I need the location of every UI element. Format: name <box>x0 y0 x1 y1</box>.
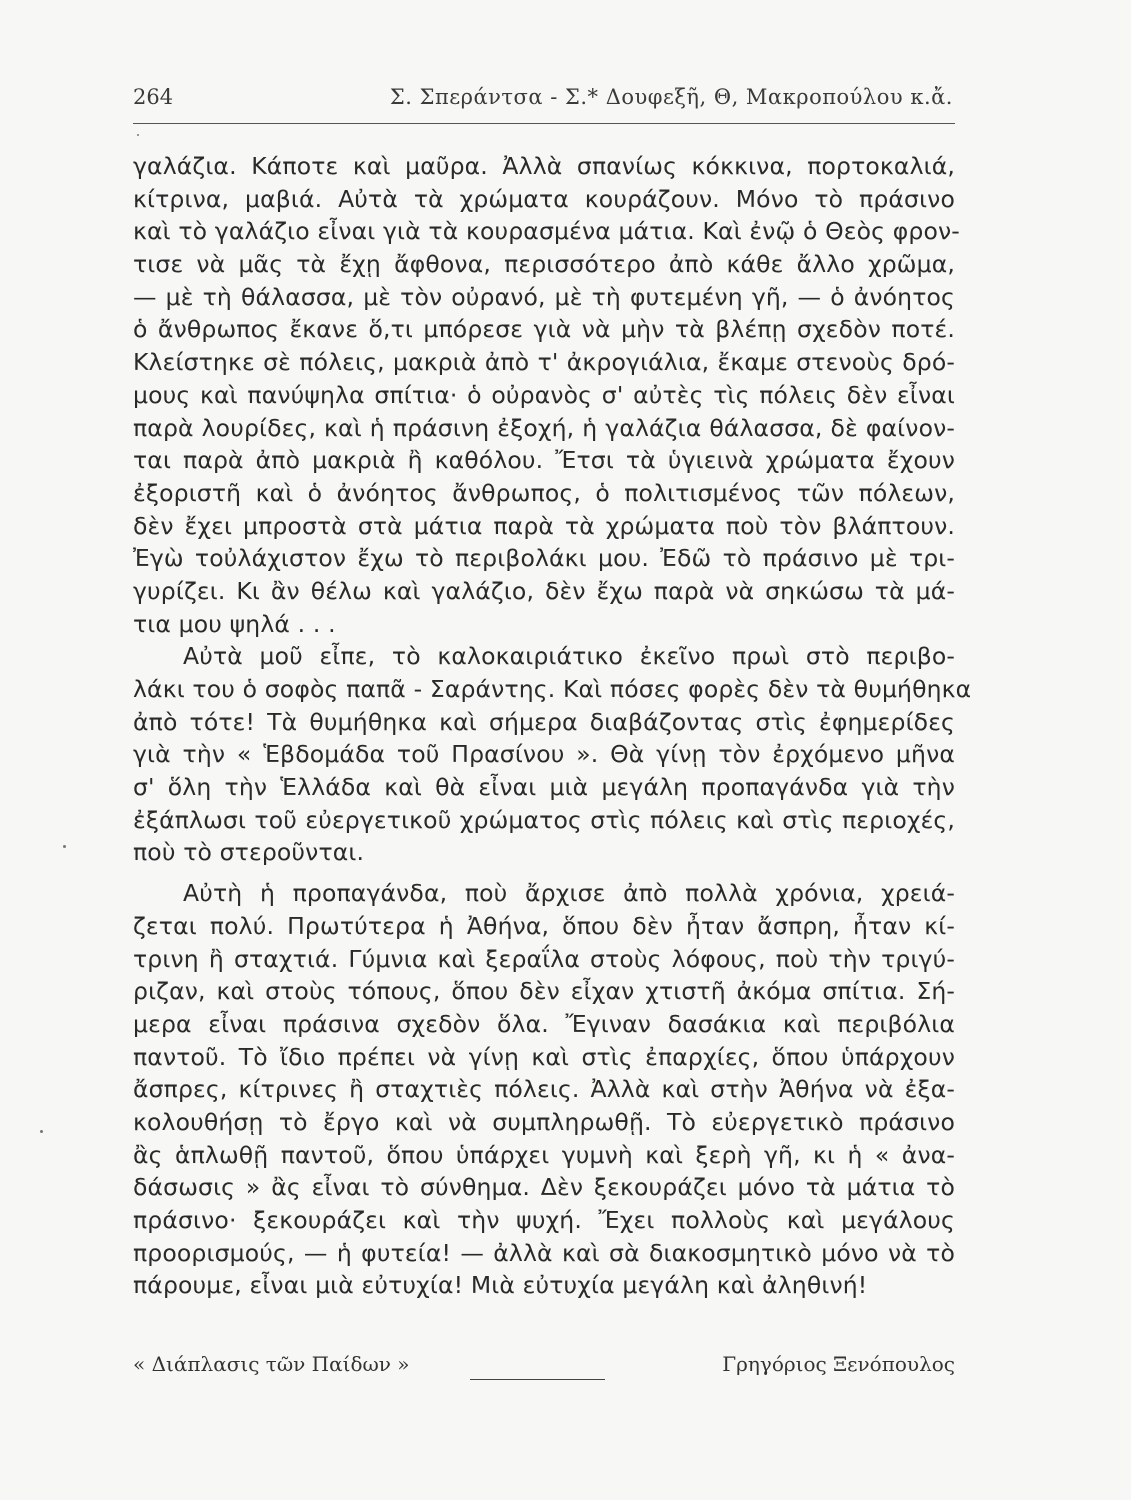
page-number: 264 <box>133 85 174 109</box>
text-line: κίτρινα, μαβιά. Αὐτὰ τὰ χρώματα κουράζουν. Μόνο τὸ πράσινο <box>133 184 955 213</box>
page-footer <box>133 1352 955 1382</box>
text-line: πάρουμε, εἶναι μιὰ εὐτυχία! Μιὰ εὐτυχία μεγάλη καὶ ἀληθινή! <box>133 1271 868 1300</box>
text-line: Κλείστηκε σὲ πόλεις, μακριὰ ἀπὸ τ' ἀκρογιάλια, ἔκαμε στενοὺς δρό- <box>133 348 955 377</box>
text-line: ἐξάπλωσι τοῦ εὐεργετικοῦ χρώματος στὶς πόλεις καὶ στὶς περιοχές, <box>133 805 955 834</box>
text-line: κολουθήσῃ τὸ ἔργο καὶ νὰ συμπληρωθῇ. Τὸ εὐεργετικὸ πράσινο <box>133 1107 955 1136</box>
text-line: ἐξοριστῆ καὶ ὁ ἀνόητος ἄνθρωπος, ὁ πολιτισμένος τῶν πόλεων, <box>133 478 955 507</box>
text-line: ζεται πολύ. Πρωτύτερα ἡ Ἀθήνα, ὅπου δὲν ἦταν ἄσπρη, ἦταν κί- <box>133 911 955 940</box>
text-line: παντοῦ. Τὸ ἴδιο πρέπει νὰ γίνῃ καὶ στὶς ἐπαρχίες, ὅπου ὑπάρχουν <box>133 1042 955 1071</box>
running-title: Σ. Σπεράντσα - Σ.* Δουφεξῆ, Θ, Μακροπούλου κ.ἄ. <box>389 85 953 109</box>
text-line: λάκι του ὁ σοφὸς παπᾶ - Σαράντης. Καὶ πόσες φορὲς δὲν τὰ θυμήθηκα <box>133 675 972 703</box>
text-line: — μὲ τὴ θάλασσα, μὲ τὸν οὐρανό, μὲ τὴ φυτεμένη γῆ, — ὁ ἀνόητος <box>133 282 955 311</box>
text-line: δὲν ἔχει μπροστὰ στὰ μάτια παρὰ τὰ χρώματα ποὺ τὸν βλάπτουν. <box>133 511 955 540</box>
text-line: Αὐτὴ ἡ προπαγάνδα, ποὺ ἄρχισε ἀπὸ πολλὰ χρόνια, χρειά- <box>183 879 955 908</box>
text-line: δάσωσις » ἂς εἶναι τὸ σύνθημα. Δὲν ξεκουράζει μόνο τὰ μάτια τὸ <box>133 1173 955 1202</box>
text-line: ἀπὸ τότε! Τὰ θυμήθηκα καὶ σήμερα διαβάζοντας στὶς ἐφημερίδες <box>133 707 955 736</box>
page-header <box>133 85 953 119</box>
text-line: παρὰ λουρίδες, καὶ ἡ πράσινη ἐξοχή, ἡ γαλάζια θάλασσα, δὲ φαίνον- <box>133 413 955 442</box>
text-line: Ἐγὼ τοὐλάχιστον ἔχω τὸ περιβολάκι μου. Ἐδῶ τὸ πράσινο μὲ τρι- <box>133 544 955 573</box>
text-line: τισε νὰ μᾶς τὰ ἔχῃ ἄφθονα, περισσότερο ἀπὸ κάθε ἄλλο χρῶμα, <box>133 250 955 279</box>
article-body <box>133 150 972 1302</box>
author-signature: Γρηγόριος Ξενόπουλος <box>722 1352 955 1376</box>
text-line: γιὰ τὴν « Ἑβδομάδα τοῦ Πρασίνου ». Θὰ γίνῃ τὸν ἐρχόμενο μῆνα <box>133 740 955 769</box>
text-line: τρινη ἢ σταχτιά. Γύμνια καὶ ξεραΐλα στοὺς λόφους, ποὺ τὴν τριγύ- <box>133 944 955 973</box>
text-line: ποὺ τὸ στεροῦνται. <box>133 838 365 867</box>
source-citation: « Διάπλασις τῶν Παίδων » <box>133 1352 410 1376</box>
text-line: καὶ τὸ γαλάζιο εἶναι γιὰ τὰ κουρασμένα μάτια. Καὶ ἐνῷ ὁ Θεὸς φρον- <box>133 217 960 246</box>
footer-divider <box>470 1379 605 1380</box>
text-line: σ' ὅλη τὴν Ἑλλάδα καὶ θὰ εἶναι μιὰ μεγάλη προπαγάνδα γιὰ τὴν <box>133 773 955 802</box>
text-line: ται παρὰ ἀπὸ μακριὰ ἢ καθόλου. Ἔτσι τὰ ὑγιεινὰ χρώματα ἔχουν <box>133 446 955 475</box>
text-line: ριζαν, καὶ στοὺς τόπους, ὅπου δὲν εἶχαν χτιστῆ ἀκόμα σπίτια. Σή- <box>133 977 955 1006</box>
text-line: ἂς ἁπλωθῇ παντοῦ, ὅπου ὑπάρχει γυμνὴ καὶ ξερὴ γῆ, κι ἡ « ἀνα- <box>133 1140 955 1169</box>
text-line: Αὐτὰ μοῦ εἶπε, τὸ καλοκαιριάτικο ἐκεῖνο πρωὶ στὸ περιβο- <box>183 642 955 671</box>
text-line: τια μου ψηλά . . . <box>133 609 336 638</box>
print-speck <box>63 845 66 848</box>
print-speck <box>40 1130 43 1133</box>
text-line: μερα εἶναι πράσινα σχεδὸν ὅλα. Ἔγιναν δασάκια καὶ περιβόλια <box>133 1009 955 1038</box>
print-speck <box>137 134 139 136</box>
text-line: γαλάζια. Κάποτε καὶ μαῦρα. Ἀλλὰ σπανίως κόκκινα, πορτοκαλιά, <box>133 152 955 180</box>
text-line: γυρίζει. Κι ἂν θέλω καὶ γαλάζιο, δὲν ἔχω παρὰ νὰ σηκώσω τὰ μά- <box>133 576 955 605</box>
paragraph-gap <box>133 869 955 877</box>
header-rule <box>133 123 955 124</box>
text-line: ἄσπρες, κίτρινες ἢ σταχτιὲς πόλεις. Ἀλλὰ καὶ στὴν Ἀθήνα νὰ ἐξα- <box>133 1075 955 1104</box>
text-line: μους καὶ πανύψηλα σπίτια· ὁ οὐρανὸς σ' αὐτὲς τὶς πόλεις δὲν εἶναι <box>133 380 955 409</box>
text-line: πράσινο· ξεκουράζει καὶ τὴν ψυχή. Ἔχει πολλοὺς καὶ μεγάλους <box>133 1206 955 1234</box>
text-line: προορισμούς, — ἡ φυτεία! — ἀλλὰ καὶ σὰ διακοσμητικὸ μόνο νὰ τὸ <box>133 1238 955 1267</box>
text-line: ὁ ἄνθρωπος ἔκανε ὅ,τι μπόρεσε γιὰ νὰ μὴν τὰ βλέπῃ σχεδὸν ποτέ. <box>133 315 955 344</box>
